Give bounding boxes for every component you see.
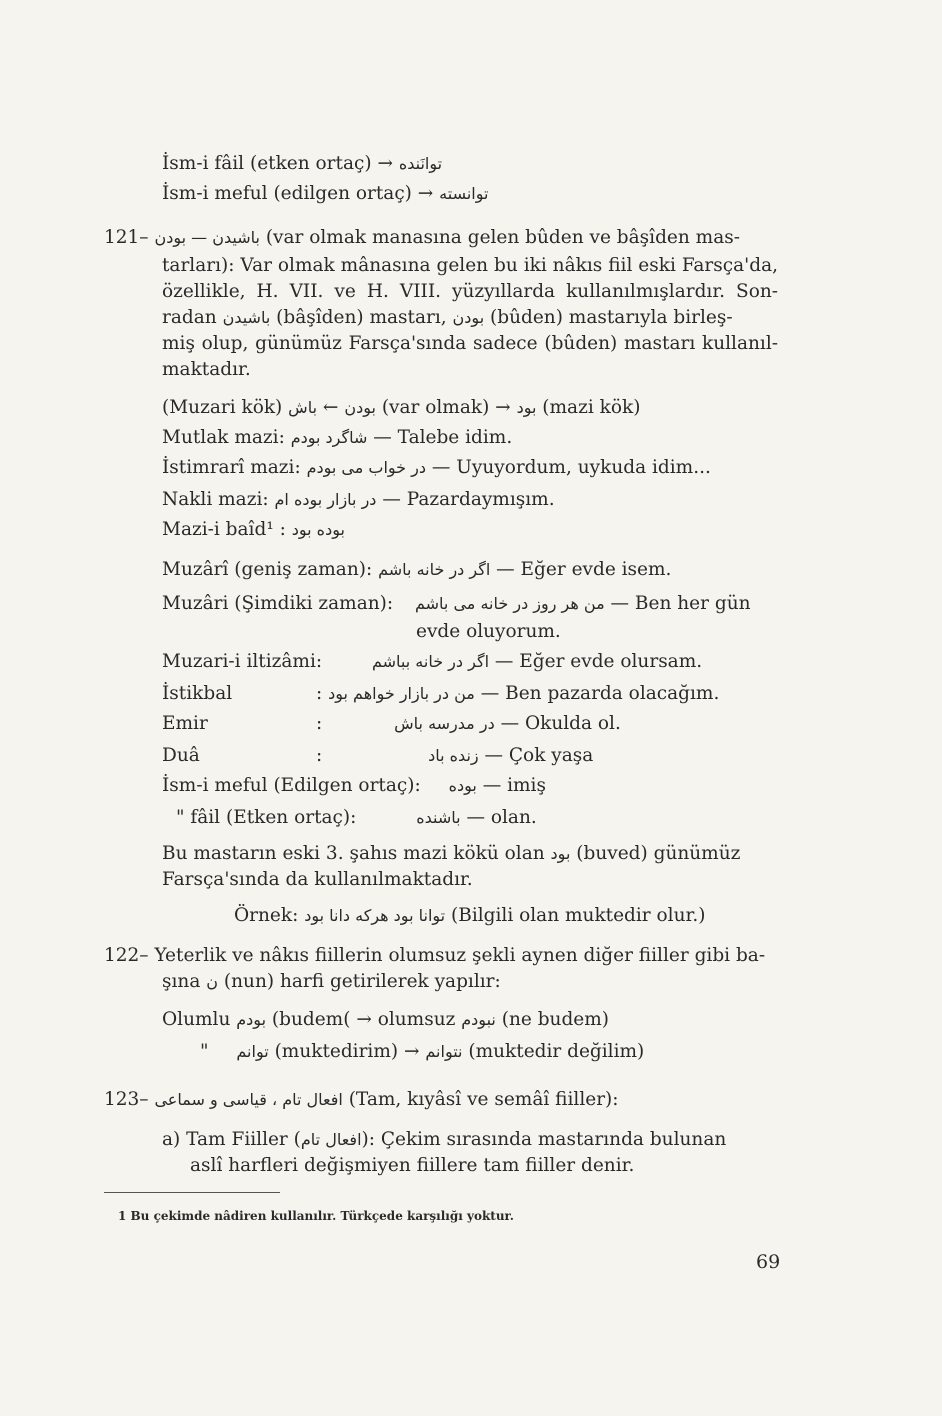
arrow: ←: [322, 397, 339, 418]
arabic-text: باش: [288, 398, 318, 417]
arabic-text: در مدرسه باش: [394, 714, 495, 733]
text: İsm-i meful (edilgen ortaç) →: [162, 183, 434, 204]
text: (mazi kök): [542, 397, 641, 418]
arabic-text: بودم: [236, 1010, 267, 1029]
section-121-line5: miş olup, günümüz Farsça'sında sadece (bûden) mastarı kullanıl-: [162, 333, 778, 354]
text: Muzâri (Şimdiki zaman):: [162, 593, 394, 614]
text: — Çok yaşa: [484, 745, 594, 766]
row-muzari-simdiki-cont: evde oluyorum.: [416, 621, 561, 642]
text: İsm-i fâil (etken ortaç) →: [162, 153, 393, 174]
arabic-text: زنده باد: [428, 746, 479, 765]
row-muzari-iltizami: [162, 650, 702, 674]
arabic-text: باشیدن: [222, 308, 271, 327]
arabic-text: شاگرد بودم: [290, 428, 368, 447]
row-emir-label: Emir: [162, 713, 208, 734]
text: a) Tam Fiiller (: [162, 1129, 301, 1150]
text: Olumlu: [162, 1009, 231, 1030]
row-fail: [176, 806, 537, 830]
text: (var olmak) →: [381, 397, 511, 418]
footnote: 1 Bu çekimde nâdiren kullanılır. Türkçede karşılığı yoktur.: [118, 1209, 514, 1223]
arabic-text: بودن: [452, 308, 485, 327]
section-123-a-line2: aslî harfleri değişmiyen fiillere tam fiiller denir.: [190, 1155, 635, 1176]
section-122-line1: [104, 944, 778, 968]
row-istikbal-rest: [316, 682, 719, 706]
page-number: 69: [756, 1251, 781, 1273]
text: — Eğer evde isem.: [496, 559, 672, 580]
arabic-text: اگر در خانه بباشم: [372, 652, 490, 671]
arabic-text: بود: [516, 398, 537, 417]
example-line: [234, 904, 705, 928]
section-121-line3: özellikle, H. VII. ve H. VIII. yüzyıllarda kullanılmışlardır. Son-: [162, 281, 778, 302]
text: (buved) günümüz: [576, 843, 741, 864]
text: (nun) harfi getirilerek yapılır:: [223, 971, 501, 992]
text: — Eğer evde olursam.: [494, 651, 703, 672]
text: Nakli mazi:: [162, 489, 269, 510]
text: Muzari-i iltizâmi:: [162, 651, 323, 672]
section-121-line6: maktadır.: [162, 359, 251, 380]
row-olumlu: [162, 1008, 609, 1032]
arabic-text: بوده: [448, 776, 477, 795]
text: (bûden) mastarıyla birleş-: [490, 307, 733, 328]
section-121-line1: [104, 226, 778, 250]
text: ): Çekim sırasında mastarında bulunan: [361, 1129, 727, 1150]
row-mazi-baid: [162, 518, 345, 542]
arabic-text: من در بازار خواهم بود: [328, 684, 475, 703]
text: — Uyuyordum, uykuda idim...: [431, 457, 711, 478]
arabic-text: توانا بود هرکه دانا بود: [304, 906, 446, 925]
colon: :: [316, 713, 323, 734]
arabic-text: اگر در خانه باشم: [378, 560, 491, 579]
text: — Ben pazarda olacağım.: [480, 683, 720, 704]
section-122-line2: [162, 970, 501, 994]
arabic-text: توانم: [236, 1042, 269, 1061]
text: İsm-i meful (Edilgen ortaç):: [162, 775, 421, 796]
text: " fâil (Etken ortaç):: [176, 807, 357, 828]
row-emir-rest: [316, 712, 621, 736]
text: — imiş: [482, 775, 546, 796]
text: Muzârî (geniş zaman):: [162, 559, 373, 580]
text: şına: [162, 971, 201, 992]
text: (bâşîden) mastarı,: [276, 307, 447, 328]
row-muzari-genis: [162, 558, 671, 582]
row-dua-label: Duâ: [162, 745, 200, 766]
arabic-text: توانسته: [439, 184, 489, 203]
row-muzari-simdiki: [162, 592, 778, 616]
text: (muktedir değilim): [468, 1041, 645, 1062]
text: — Pazardaymışım.: [382, 489, 555, 510]
row-muzari-kok: [162, 396, 640, 420]
section-number: 122–: [104, 945, 149, 966]
row-ism-meful: [162, 774, 546, 798]
paragraph-line2: Farsça'sında da kullanılmaktadır.: [162, 869, 473, 890]
section-number: 123–: [104, 1089, 149, 1110]
arabic-text: در بازار بوده ام: [274, 490, 377, 509]
arabic-text: بود: [550, 844, 571, 863]
text: İstimrarî mazi:: [162, 457, 301, 478]
arabic-text: ن: [206, 972, 218, 991]
row-muktedir: [200, 1040, 644, 1064]
arabic-text: بودن: [344, 398, 376, 417]
arabic-text: من هر روز در خانه می باشم: [415, 594, 605, 613]
arabic-text: افعال تام ، قیاسی و سماعی: [154, 1090, 343, 1109]
text: radan: [162, 307, 217, 328]
arabic-text: افعال تام: [300, 1130, 362, 1149]
text: (var olmak manasına gelen bûden ve bâşîden mas-: [265, 227, 740, 248]
line-ism-fail: [162, 152, 442, 176]
colon: :: [316, 745, 323, 766]
section-121-line4: [162, 306, 733, 330]
text: (muktedirim) →: [274, 1041, 420, 1062]
row-istikbal-label: İstikbal: [162, 683, 233, 704]
row-dua-rest: [316, 744, 593, 768]
text: — Talebe idim.: [373, 427, 513, 448]
section-123-a-line1: [162, 1128, 778, 1152]
row-istimrari-mazi: [162, 456, 711, 480]
section-123-heading: [104, 1088, 619, 1112]
text: (budem( → olumsuz: [271, 1009, 456, 1030]
arabic-text: باشنده: [416, 808, 461, 827]
text: (Tam, kıyâsî ve semâî fiiller):: [348, 1089, 619, 1110]
ditto-mark: ": [200, 1041, 209, 1062]
text: Bu mastarın eski 3. şahıs mazi kökü olan: [162, 843, 545, 864]
arabic-text: باشیدن — بودن: [154, 228, 260, 247]
footnote-rule: [104, 1192, 280, 1193]
section-121-line2: tarları): Var olmak mânasına gelen bu iki nâkıs fiil eski Farsça'da,: [162, 255, 778, 276]
arabic-text: بوده بود: [291, 520, 345, 539]
text: Mutlak mazi:: [162, 427, 285, 448]
colon: :: [316, 683, 323, 704]
text: Mazi-i baîd¹ :: [162, 519, 286, 540]
arabic-text: توانَنده: [398, 154, 443, 173]
arabic-text: نتوانم: [425, 1042, 463, 1061]
paragraph-line1: [162, 842, 778, 866]
text: (Bilgili olan muktedir olur.): [451, 905, 706, 926]
text: — olan.: [466, 807, 537, 828]
text: Yeterlik ve nâkıs fiillerin olumsuz şekli aynen diğer fiiller gibi ba-: [154, 945, 766, 966]
text: Örnek:: [234, 905, 299, 926]
text: (Muzari kök): [162, 397, 283, 418]
arabic-text: نبودم: [461, 1010, 496, 1029]
row-nakli-mazi: [162, 488, 555, 512]
line-ism-meful: [162, 182, 488, 206]
section-number: 121–: [104, 227, 149, 248]
text: (ne budem): [501, 1009, 610, 1030]
arabic-text: در خواب می بودم: [306, 458, 427, 477]
text: — Ben her gün: [610, 593, 751, 614]
text: — Okulda ol.: [500, 713, 621, 734]
row-mutlak-mazi: [162, 426, 512, 450]
